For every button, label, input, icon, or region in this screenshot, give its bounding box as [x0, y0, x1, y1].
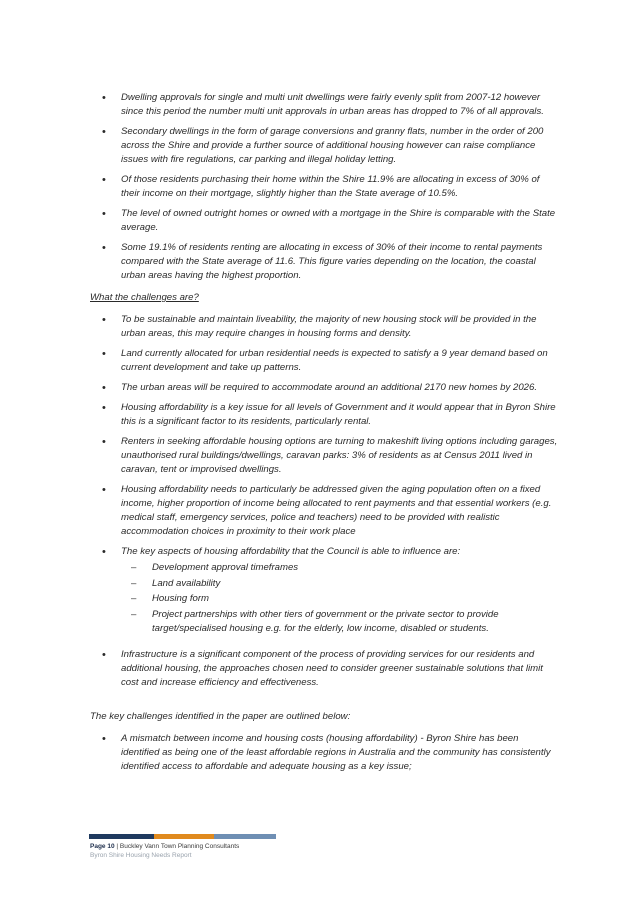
- sub-list-item: – Development approval timeframes: [121, 561, 558, 575]
- report-title: Byron Shire Housing Needs Report: [90, 852, 192, 859]
- list-item: • Dwelling approvals for single and multi unit dwellings were fairly evenly split from 2007-12 however since this period the number multi unit approvals in urban areas has dropped to 7% of all approvals.: [90, 91, 558, 119]
- key-aspects-intro: The key aspects of housing affordability that the Council is able to influence are:: [121, 546, 461, 557]
- list-item: • Housing affordability needs to particularly be addressed given the aging population often on a fixed income, higher proportion of income being allocated to rent payments and that essential workers (e.g. medical staff, emergency services, police and teachers) need to be provided with realistic accommodation choices in proximity to their work place: [90, 483, 558, 539]
- list-item: • The urban areas will be required to accommodate around an additional 2170 new homes by 2026.: [90, 381, 558, 395]
- list-item: • Infrastructure is a significant component of the process of providing services for our residents and additional housing, the approaches chosen need to consider greener sustainable solutions that limit cost and increase efficiency and effectiveness.: [90, 648, 558, 690]
- footer-separator: |: [114, 843, 120, 850]
- findings-list: [90, 91, 558, 283]
- page-footer: [90, 842, 239, 860]
- firm-name: Buckley Vann Town Planning Consultants: [119, 843, 240, 850]
- list-item: • Some 19.1% of residents renting are allocating in excess of 30% of their income to rental payments compared with the State average of 11.6. This figure varies depending on the location, the coastal urban areas having the highest proportion.: [90, 241, 558, 283]
- sub-list-item: – Land availability: [121, 577, 558, 591]
- list-item: • A mismatch between income and housing costs (housing affordability) - Byron Shire has been identified as being one of the least affordable regions in Australia and the community has consistently identified access to affordable and adequate housing as a key issue;: [90, 732, 558, 774]
- list-item: • Land currently allocated for urban residential needs is expected to satisfy a 9 year demand based on current development and take up patterns.: [90, 347, 558, 375]
- sub-list-item: – Project partnerships with other tiers of government or the private sector to provide target/specialised housing e.g. for the elderly, low income, disabled or students.: [121, 608, 558, 636]
- challenges-heading: What the challenges are?: [90, 292, 199, 303]
- challenges-list: [90, 313, 558, 690]
- list-item: • Of those residents purchasing their home within the Shire 11.9% are allocating in excess of 30% of their income on their mortgage, slightly higher than the State average of 10.5%.: [90, 173, 558, 201]
- footer-color-bar: [89, 834, 276, 839]
- list-item: • To be sustainable and maintain liveability, the majority of new housing stock will be provided in the urban areas, this may require changes in housing forms and density.: [90, 313, 558, 341]
- list-item: • Renters in seeking affordable housing options are turning to makeshift living options including garages, unauthorised rural buildings/dwellings, caravan parks: 3% of residents as at Census 2011 lived in caravan, tent or improvised dwellings.: [90, 435, 558, 477]
- footer-bar-segment: [154, 834, 214, 839]
- key-challenges-intro: The key challenges identified in the paper are outlined below:: [90, 710, 351, 722]
- sub-list-item: – Housing form: [121, 592, 558, 606]
- footer-bar-segment: [214, 834, 276, 839]
- list-item: • Secondary dwellings in the form of garage conversions and granny flats, number in the order of 200 across the Shire and provide a further source of additional housing however can raise compliance issues with fire regulations, car parking and illegal holiday letting.: [90, 125, 558, 167]
- page-number: Page 10: [90, 843, 115, 850]
- page-content: [90, 91, 558, 780]
- key-challenges-list: [90, 732, 558, 774]
- key-aspects-list: [121, 561, 558, 636]
- list-item: • The level of owned outright homes or owned with a mortgage in the Shire is comparable with the State average.: [90, 207, 558, 235]
- list-item: [90, 545, 558, 636]
- list-item: • Housing affordability is a key issue for all levels of Government and it would appear that in Byron Shire this is a significant factor to its residents, particularly rental.: [90, 401, 558, 429]
- footer-bar-segment: [89, 834, 154, 839]
